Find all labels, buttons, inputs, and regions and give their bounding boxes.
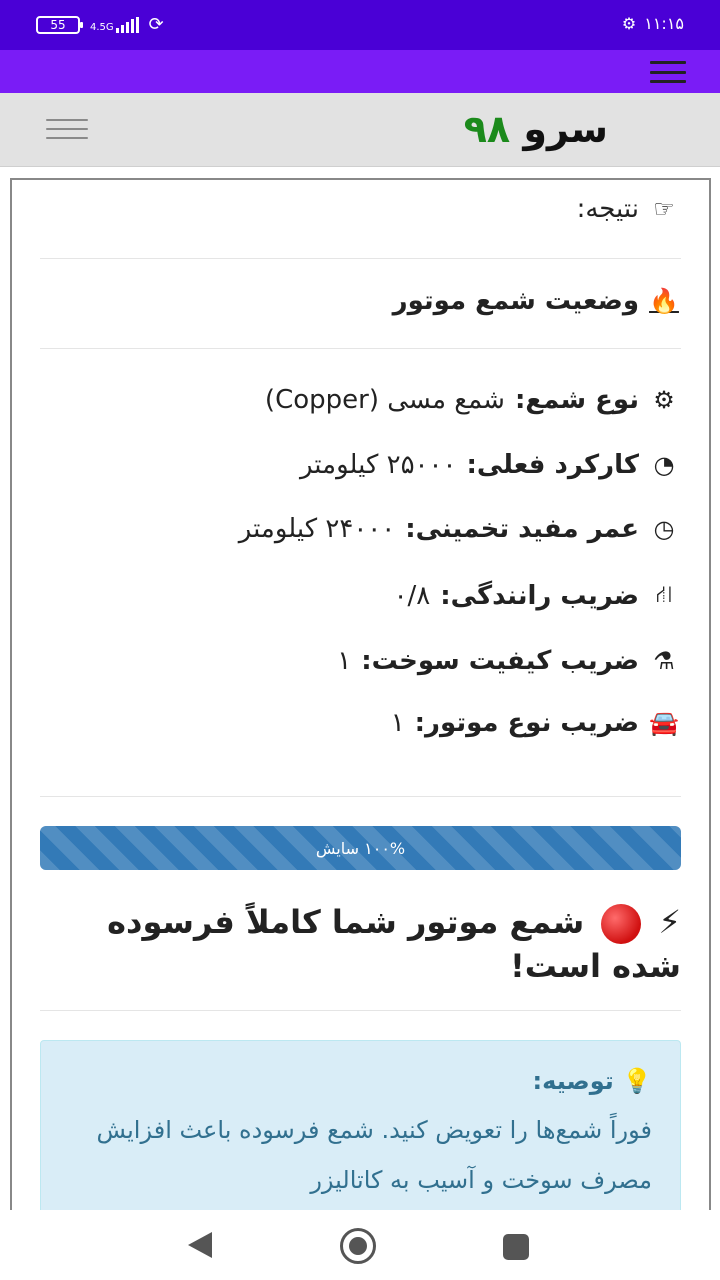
info-label: نوع شمع: bbox=[514, 385, 639, 415]
info-value: ۰/۸ bbox=[393, 580, 431, 611]
battery-icon bbox=[36, 16, 80, 34]
nav-toggle-icon[interactable] bbox=[46, 119, 88, 139]
result-heading bbox=[577, 194, 679, 224]
info-label: ضریب کیفیت سوخت: bbox=[361, 646, 639, 676]
divider bbox=[40, 258, 681, 259]
info-row-estimated-life bbox=[239, 514, 679, 544]
clock-time: ۱۱:۱۵ bbox=[644, 14, 684, 33]
home-icon[interactable] bbox=[340, 1228, 376, 1264]
info-value: ۲۵۰۰۰ کیلومتر bbox=[299, 450, 457, 480]
flask-icon: ⚗ bbox=[653, 647, 675, 675]
divider bbox=[40, 1010, 681, 1011]
signal-icon bbox=[116, 17, 139, 33]
info-row-fuel-quality bbox=[337, 646, 679, 676]
info-label: عمر مفید تخمینی: bbox=[405, 514, 639, 544]
advice-title: توصیه: bbox=[532, 1067, 614, 1095]
app-topbar bbox=[0, 50, 720, 93]
lightbulb-icon: 💡 bbox=[622, 1067, 652, 1095]
wear-alert-text: شمع موتور شما کاملاً فرسوده شده است! bbox=[107, 903, 681, 985]
wear-alert bbox=[61, 900, 681, 988]
advice-heading bbox=[69, 1067, 652, 1095]
system-nav-bar bbox=[0, 1210, 720, 1280]
car-icon: 🚘 bbox=[649, 709, 679, 737]
brand-text: سرو bbox=[523, 107, 608, 151]
brand-logo[interactable] bbox=[464, 107, 608, 151]
red-circle-icon bbox=[601, 904, 641, 944]
divider bbox=[40, 348, 681, 349]
battery-level: 55 bbox=[50, 17, 66, 32]
info-row-driving-factor bbox=[394, 580, 679, 611]
info-value: شمع مسی (Copper) bbox=[264, 385, 505, 415]
site-header bbox=[0, 93, 720, 167]
wear-progress-label: ۱۰۰% سایش bbox=[315, 838, 406, 858]
info-row-current-mileage bbox=[300, 450, 679, 480]
result-title: نتیجه: bbox=[576, 194, 639, 224]
divider bbox=[40, 796, 681, 797]
info-label: ضریب رانندگی: bbox=[440, 580, 639, 611]
hotspot-icon: ⟳ bbox=[148, 14, 164, 35]
info-row-engine-type bbox=[391, 708, 679, 738]
wear-progress-fill bbox=[40, 826, 681, 870]
network-type: 4.5G bbox=[90, 21, 114, 33]
brand-number: ۹۸ bbox=[463, 107, 511, 151]
info-row-spark-type bbox=[265, 385, 679, 415]
dashboard-icon: ◔ bbox=[653, 451, 675, 479]
fire-icon: 🔥 bbox=[649, 287, 679, 315]
recent-apps-icon[interactable] bbox=[503, 1234, 529, 1260]
section-heading bbox=[393, 286, 679, 316]
clock-icon: ◷ bbox=[653, 515, 675, 543]
info-value: ۱ bbox=[337, 646, 352, 676]
status-bar bbox=[0, 0, 720, 50]
wear-progress-bar bbox=[40, 826, 681, 870]
hand-point-icon: ☞ bbox=[653, 195, 675, 223]
info-value: ۱ bbox=[390, 708, 405, 738]
lightning-icon: ⚡ bbox=[658, 903, 681, 941]
settings-gear-icon: ⚙ bbox=[621, 14, 637, 33]
menu-icon[interactable] bbox=[650, 61, 686, 83]
advice-box bbox=[40, 1040, 681, 1218]
info-label: کارکرد فعلی: bbox=[466, 450, 639, 480]
back-icon[interactable] bbox=[188, 1232, 212, 1258]
road-icon: ⛙ bbox=[655, 580, 673, 608]
gear-icon: ⚙ bbox=[653, 386, 675, 414]
info-label: ضریب نوع موتور: bbox=[414, 708, 639, 738]
info-value: ۲۴۰۰۰ کیلومتر bbox=[238, 514, 396, 544]
advice-text: فوراً شمع‌ها را تعویض کنید. شمع فرسوده باعث افزایش مصرف سوخت و آسیب به کاتالیزر bbox=[96, 1116, 652, 1194]
result-card bbox=[10, 178, 711, 1218]
section-title: وضعیت شمع موتور bbox=[392, 286, 639, 316]
